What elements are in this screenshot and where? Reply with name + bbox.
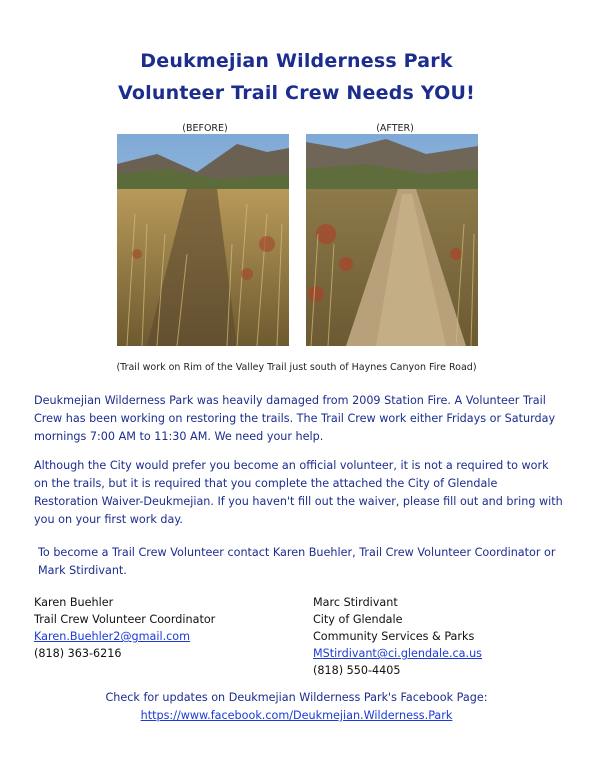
contact-org: City of Glendale [313, 613, 403, 626]
page-title-line-2: Volunteer Trail Crew Needs YOU! [118, 82, 475, 104]
contact-email-link[interactable]: MStirdivant@ci.glendale.ca.us [313, 647, 482, 660]
photo-caption: (Trail work on Rim of the Valley Trail just south of Haynes Canyon Fire Road) [116, 362, 477, 373]
before-photo [117, 134, 289, 346]
contact-marc [313, 594, 563, 679]
facebook-link[interactable]: https://www.facebook.com/Deukmejian.Wilderness.Park [140, 709, 453, 722]
before-label: (BEFORE) [182, 123, 228, 134]
waiver-paragraph: Although the City would prefer you become an official volunteer, it is not a required to work on the trails, but it is required that you complete the attached the City of Glendale Restoration Waiver-Deukmejian. If you haven't fill out the waiver, please fill out and bring with you on your first work day. [34, 459, 563, 526]
contact-name: Marc Stirdivant [313, 596, 398, 609]
contact-name: Karen Buehler [34, 596, 114, 609]
contact-karen [34, 594, 284, 662]
contact-paragraph: To become a Trail Crew Volunteer contact Karen Buehler, Trail Crew Volunteer Coordinator or Mark Stirdivant. [38, 546, 556, 577]
after-label: (AFTER) [376, 123, 414, 134]
contact-dept: Community Services & Parks [313, 630, 475, 643]
contact-email-link[interactable]: Karen.Buehler2@gmail.com [34, 630, 191, 643]
after-photo [306, 134, 478, 346]
page-title-line-1: Deukmejian Wilderness Park [140, 50, 453, 72]
contact-phone: (818) 363-6216 [34, 647, 122, 660]
intro-paragraph: Deukmejian Wilderness Park was heavily damaged from 2009 Station Fire. A Volunteer Trail Crew has been working on restoring the trails. The Trail Crew work either Fridays or Saturday mornings 7:00 AM to 11:30 AM. We need your help. [34, 394, 556, 443]
contact-phone: (818) 550-4405 [313, 664, 401, 677]
contact-role: Trail Crew Volunteer Coordinator [34, 613, 216, 626]
facebook-notice: Check for updates on Deukmejian Wilderness Park's Facebook Page: [105, 691, 488, 704]
